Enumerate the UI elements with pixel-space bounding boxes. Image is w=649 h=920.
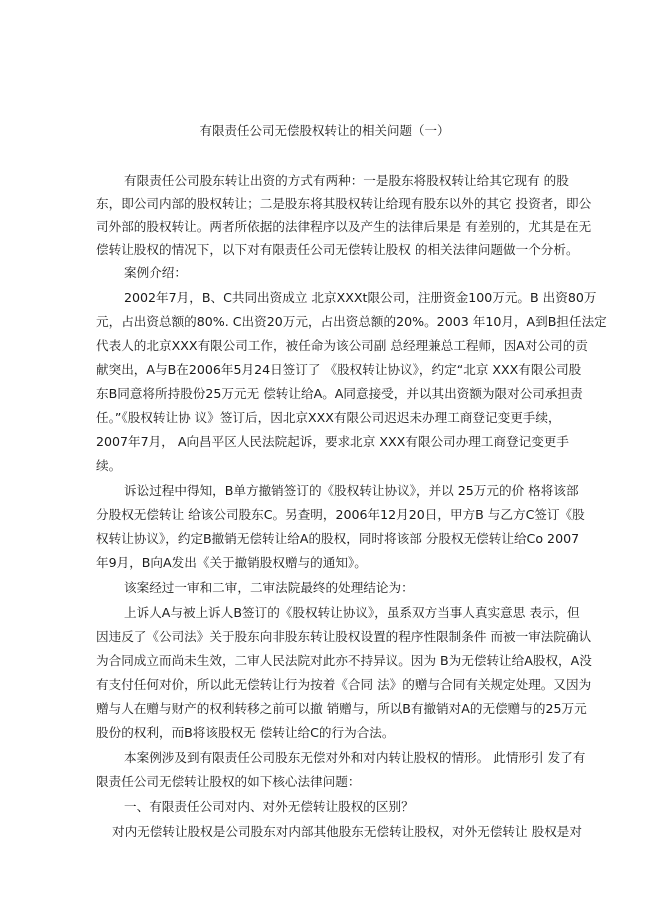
paragraph-line: 上诉人A与被上诉人B签订的《股权转让协议》，虽系双方当事人真实意思 表示，但 [124, 605, 580, 620]
paragraph-line: 献突出，A与B在2006年5月24日签订了 《股权转让协议》，约定“北京 XXX有限公司股 [96, 362, 582, 377]
paragraph-line: 因违反了《公司法》关于股东向非股东转让股权设置的程序性限制条件 而被一审法院确认 [96, 629, 592, 644]
paragraph-line: 续。 [96, 458, 122, 473]
paragraph-line: 权转让协议》，约定B撤销无偿转让给A的股权，同时将该部 分股权无偿转让给Co 2007 [96, 531, 580, 546]
paragraph-line: 有限责任公司股东转让出资的方式有两种：一是股东将股权转让给其它现有 的股 [124, 173, 569, 188]
paragraph-line: 东，即公司内部的股权转让；二是股东将其股权转让给现有股东以外的其它 投资者，即公 [96, 196, 592, 211]
paragraph-line: 代表人的北京XXX有限公司工作，被任命为该公司副 总经理兼总工程师，因A对公司的贡 [96, 338, 588, 353]
paragraph-line: 偿转让股权的情况下，以下对有限责任公司无偿转让股权 的相关法律问题做一个分析。 [96, 242, 579, 257]
paragraph-line: 2002年7月，B、C共同出资成立 北京XXXt限公司，注册资金100万元。B 出资80万 [124, 290, 597, 305]
paragraph-line: 2007年7月， A向昌平区人民法院起诉，要求北京 XXX有限公司办理工商登记变更手 [96, 434, 569, 449]
paragraph-line: 诉讼过程中得知，B单方撤销签订的《股权转让协议》，并以 25万元的价 格将该部 [124, 483, 579, 498]
paragraph-line: 为合同成立而尚未生效，二审人民法院对此亦不持异议。因为 B为无偿转让给A股权，A没 [96, 653, 592, 668]
section-heading: 一、有限责任公司对内、对外无偿转让股权的区别？ [124, 799, 414, 814]
paragraph-line: 东B同意将所持股份25万元无 偿转让给A。A同意接受，并以其出资额为限对公司承担责 [96, 386, 583, 401]
paragraph-line: 分股权无偿转让 给该公司股东C。另查明，2006年12月20日，甲方B 与乙方C签订《股 [96, 507, 585, 522]
document-title: 有限责任公司无偿股权转让的相关问题（一） [199, 123, 450, 138]
paragraph-line: 该案经过一审和二审，二审法院最终的处理结论为： [124, 580, 414, 595]
paragraph-line: 限责任公司无偿转让股权的如下核心法律问题： [96, 774, 361, 789]
paragraph-line: 元，占出资总额的80%. C出资20万元，占出资总额的20%。2003 年10月，A到B担任法定 [96, 314, 607, 329]
paragraph-line: 本案例涉及到有限责任公司股东无偿对外和对内转让股权的情形。 此情形引 发了有 [124, 750, 586, 765]
paragraph-line: 司外部的股权转让。两者所依据的法律程序以及产生的法律后果是 有差别的，尤其是在无 [96, 219, 592, 234]
paragraph-line: 任。”《股权转让协 议》签订后，因北京XXX有限公司迟迟未办理工商登记变更手续， [96, 410, 561, 425]
paragraph-line: 赠与人在赠与财产的权利转移之前可以撤 销赠与，所以B有撤销对A的无偿赠与的25万元 [96, 701, 587, 716]
section-label: 案例介绍： [124, 265, 187, 280]
paragraph-line: 有支付任何对价，所以此无偿转让行为按着《合同 法》的赠与合同有关规定处理。又因为 [96, 677, 592, 692]
paragraph-line: 对内无偿转让股权是公司股东对内部其他股东无偿转让股权，对外无偿转让 股权是对 [112, 824, 582, 839]
paragraph-line: 股份的权利，而B将该股权无 偿转让给C的行为合法。 [96, 725, 395, 740]
paragraph-line: 年9月，B向A发出《关于撤销股权赠与的通知》。 [96, 555, 367, 570]
